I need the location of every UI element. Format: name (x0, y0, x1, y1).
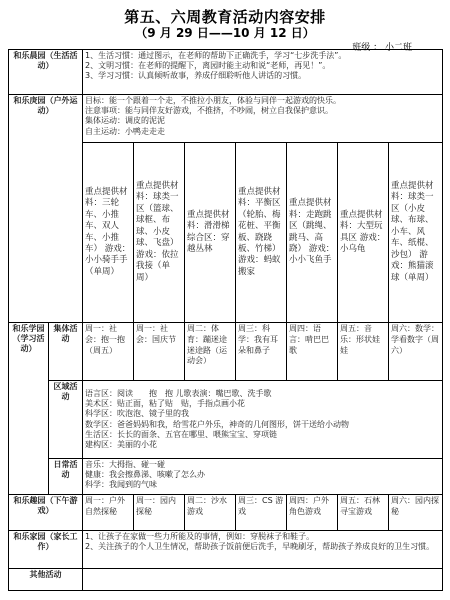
outdoor-spot-text: 重点提供材料：三轮车、小推车、双人车、小推车） 游戏：小小骑手手（单周） (85, 186, 131, 277)
class-label: 班级 ： 小二班 (352, 43, 412, 53)
outdoor-goals (83, 95, 443, 143)
group-activity-row (9, 323, 443, 381)
outdoor-spot (287, 143, 338, 323)
group-day-text: 周一：社会：国庆节 (136, 324, 176, 344)
afternoon-label: 和乐趣园（下午游戏） (9, 495, 83, 531)
afternoon-day-text: 周六：园内探秘 (391, 496, 439, 516)
area-line: 生活区：长长的面条、五官在哪里、喂熊宝宝、穿项链 (85, 429, 277, 439)
outdoor-spot-text: 重点提供材料：球类一区（小皮球、布球、小车、风车、纸棍、沙包） 游戏：熊猫滚球（单周） (391, 180, 434, 283)
area-line: 语言区：阅读 抱 抱 儿歌表演：嘴巴歌、洗手歌 (85, 388, 272, 398)
outdoor-spot (83, 143, 134, 323)
outdoor-goal-line: 自主运动：小鸭走走走 (85, 126, 165, 136)
group-day-cell (134, 323, 185, 381)
group-day-text: 周三：科学：我有耳朵和鼻子 (238, 324, 278, 355)
afternoon-day-cell (134, 495, 185, 531)
outdoor-spot-text: 重点提供材料：球类一区（篮球、球框、布球、小皮球、飞盘） 游戏：依拉我接（单周） (136, 180, 179, 283)
group-activity-label: 集体活动 (49, 323, 83, 381)
group-day-cell (185, 323, 236, 381)
outdoor-spot (338, 143, 389, 323)
daily-line: 科学：我闻到的气味 (85, 480, 157, 490)
outdoor-spot (134, 143, 185, 323)
outdoor-spot-text: 重点提供材料：滑滑梯 综合区：穿越丛林 (187, 209, 230, 254)
daily-activity-content (83, 459, 443, 495)
learning-label: 和乐学园（学习活动） (9, 323, 49, 495)
daily-activity-label: 日常活动 (49, 459, 83, 495)
group-day-cell (236, 323, 287, 381)
daily-line: 健康：我会擦鼻涕、咳嗽了怎么办 (85, 470, 205, 480)
morning-line: 1、生活习惯：通过图示，在老师的帮助下正确洗手，学习“七步洗手法”。 (85, 51, 347, 60)
home-label: 和乐家园（家长工作） (9, 531, 83, 569)
group-day-cell (83, 323, 134, 381)
area-line: 美术区：贴正面，粘了贴 贴，手指点画小花 (85, 399, 245, 409)
outdoor-goal-line: 目标：能一个跟着一个走，不推拉小朋友，体验与同伴一起游戏的快乐。 (85, 96, 341, 105)
outdoor-goal-line: 集体运动：调皮的泥泥 (85, 116, 165, 126)
outdoor-goal-line: 注意事项：能与同伴友好游戏，不推挤，不吵闹，树立自我保护意识。 (85, 106, 333, 116)
outdoor-spot (389, 143, 443, 323)
afternoon-day-text: 周一：园内探秘 (136, 496, 176, 516)
schedule-table (8, 49, 443, 591)
afternoon-day-text: 周五：石林寻宝游戏 (340, 496, 380, 516)
morning-row (9, 50, 443, 95)
home-line: 2、关注孩子的个人卫生情况，帮助孩子饭前便后洗手，早晚刷牙，帮助孩子养成良好的卫生习惯。 (85, 542, 435, 552)
group-day-cell (389, 323, 443, 381)
area-activity-row (9, 381, 443, 459)
home-content (83, 531, 443, 569)
outdoor-spot (185, 143, 236, 323)
afternoon-row (9, 495, 443, 531)
morning-content (83, 50, 443, 95)
page-title: 第五、六周教育活动内容安排 (124, 8, 326, 26)
outdoor-spot-text: 重点提供材料：走跑跳区（跳绳、跳马、高跷） 游戏：小小飞鱼手 (289, 198, 335, 266)
home-row (9, 531, 443, 569)
group-day-text: 周二：体育：蹦迷途迷途路（运动会） (187, 324, 227, 366)
morning-line: 2、文明习惯：在老师的提醒下，离园时能主动和说“老师，再见！”。 (85, 61, 331, 71)
afternoon-day-cell (389, 495, 443, 531)
morning-label: 和乐晨园（生活活动） (9, 50, 83, 95)
group-day-text: 周五：音乐：形状娃娃 (340, 324, 380, 355)
outdoor-spot-text: 重点提供材料：平衡区（轮胎、梅花桩、平衡板、跷跷板、竹梯） 游戏：蚂蚁搬家 (238, 186, 281, 277)
outdoor-spot (236, 143, 287, 323)
group-day-cell (338, 323, 389, 381)
outdoor-spot-text: 重点提供材料：大型玩具区 游戏：小乌龟 (340, 209, 386, 254)
outdoor-label: 和乐庚园（户外运动） (9, 95, 83, 323)
date-range: （9 月 29 日——10 月 12 日） (135, 26, 315, 40)
area-activity-label: 区域活动 (49, 381, 83, 459)
afternoon-day-text: 周二：沙水游戏 (187, 496, 227, 516)
afternoon-day-cell (338, 495, 389, 531)
area-line: 科学区：吹泡泡、镜子里的我 (85, 409, 189, 419)
group-day-text: 周一：社会：抱一抱（周五） (85, 324, 125, 355)
group-day-text: 周六：数学：学看数字（周六） (391, 324, 439, 355)
afternoon-day-cell (236, 495, 287, 531)
area-line: 建构区：美丽的小花 (85, 439, 157, 449)
afternoon-day-text: 周三：CS 游戏 (238, 496, 284, 516)
group-day-text: 周四：语言：啃巴巴歌 (289, 324, 329, 355)
area-activity-content (83, 381, 443, 459)
outdoor-goals-row (9, 95, 443, 143)
afternoon-day-text: 周一：户外自然探秘 (85, 496, 125, 516)
area-line: 数学区：爸爸妈妈和我，给雪花户外乐，神奇的几何图形，饼干送给小动物 (85, 419, 349, 429)
daily-activity-row (9, 459, 443, 495)
afternoon-day-text: 周四：户外角色游戏 (289, 496, 329, 516)
morning-line: 3、学习习惯：认真倾听故事，养成仔细聆听他人讲话的习惯。 (85, 71, 307, 81)
afternoon-day-cell (185, 495, 236, 531)
afternoon-day-cell (83, 495, 134, 531)
other-row (9, 569, 443, 591)
group-day-cell (287, 323, 338, 381)
afternoon-day-cell (287, 495, 338, 531)
other-content (83, 569, 443, 591)
other-label: 其他活动 (9, 569, 83, 591)
home-line: 1、让孩子在家做一些力所能及的事情，例如：穿脱袜子和鞋子。 (85, 532, 315, 541)
daily-line: 音乐：大拇指、碰一碰 (85, 460, 165, 469)
